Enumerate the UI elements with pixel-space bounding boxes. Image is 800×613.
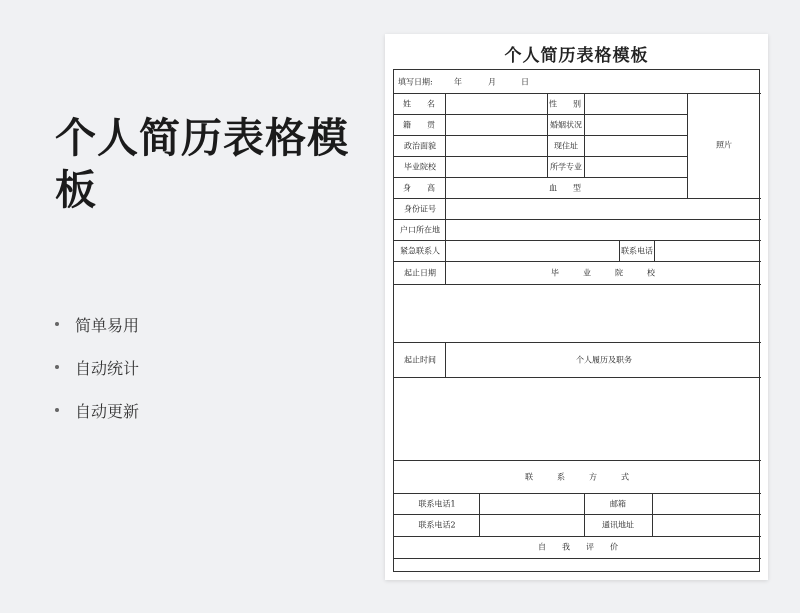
col-divider xyxy=(445,342,446,377)
col-divider xyxy=(619,240,620,261)
label-work-history: 个人履历及职务 xyxy=(576,355,632,365)
fill-date-day: 日 xyxy=(521,77,529,87)
col-divider xyxy=(652,493,653,536)
resume-form-table xyxy=(393,69,760,572)
label-gender: 性别 xyxy=(549,99,597,109)
col-divider xyxy=(445,93,446,261)
promo-title: 个人简历表格模板 xyxy=(55,114,349,214)
bullet-icon xyxy=(55,322,59,326)
feature-list xyxy=(55,313,139,442)
row-divider xyxy=(394,240,761,241)
row-divider xyxy=(394,156,687,157)
bullet-icon xyxy=(55,365,59,369)
row-divider xyxy=(394,177,687,178)
label-name: 姓名 xyxy=(403,99,451,109)
label-contact-phone: 联系电话 xyxy=(621,246,653,256)
label-edu-period: 起止日期 xyxy=(404,268,436,278)
row-divider xyxy=(394,342,761,343)
label-mail-address: 通讯地址 xyxy=(602,520,634,530)
label-origin: 籍贯 xyxy=(403,120,451,130)
label-major: 所学专业 xyxy=(550,162,582,172)
feature-item xyxy=(55,399,139,421)
row-divider xyxy=(394,261,761,262)
label-id-number: 身份证号 xyxy=(404,204,436,214)
feature-item xyxy=(55,313,139,335)
label-emergency-contact: 紧急联系人 xyxy=(400,246,440,256)
label-work-period: 起止时间 xyxy=(404,355,436,365)
row-divider xyxy=(394,514,761,515)
row-divider xyxy=(394,219,761,220)
row-divider xyxy=(394,93,761,94)
row-divider xyxy=(394,460,761,461)
document-title: 个人简历表格模板 xyxy=(504,46,649,66)
feature-label: 自动统计 xyxy=(75,358,140,378)
row-divider xyxy=(394,493,761,494)
col-divider xyxy=(654,240,655,261)
label-email: 邮箱 xyxy=(610,499,626,509)
row-divider xyxy=(394,377,761,378)
row-divider xyxy=(394,558,761,559)
bullet-icon xyxy=(55,408,59,412)
label-contact-section: 联系方式 xyxy=(525,472,653,482)
label-political: 政治面貌 xyxy=(404,141,436,151)
row-divider xyxy=(394,198,761,199)
label-address: 现住址 xyxy=(554,141,578,151)
fill-date-year: 年 xyxy=(454,77,462,87)
label-hukou: 户口所在地 xyxy=(400,225,440,235)
col-divider xyxy=(445,261,446,284)
row-divider xyxy=(394,284,761,285)
col-divider xyxy=(479,493,480,536)
label-edu-school: 毕业院校 xyxy=(551,268,679,278)
photo-placeholder: 照片 xyxy=(716,140,732,150)
row-divider xyxy=(394,135,687,136)
label-phone2: 联系电话2 xyxy=(418,520,456,530)
row-divider xyxy=(394,114,687,115)
label-blood: 血型 xyxy=(549,183,597,193)
col-divider xyxy=(547,93,548,177)
col-divider xyxy=(584,493,585,536)
resume-document-preview xyxy=(385,34,768,580)
feature-label: 自动更新 xyxy=(75,401,140,421)
feature-label: 简单易用 xyxy=(75,315,140,335)
label-height: 身高 xyxy=(403,183,451,193)
col-divider xyxy=(687,93,688,198)
fill-date-month: 月 xyxy=(488,77,496,87)
label-self-eval: 自我评价 xyxy=(538,542,634,552)
label-phone1: 联系电话1 xyxy=(418,499,456,509)
fill-date-label: 填写日期: xyxy=(398,77,433,87)
label-marital: 婚姻状况 xyxy=(550,120,582,130)
row-divider xyxy=(394,536,761,537)
label-school: 毕业院校 xyxy=(404,162,436,172)
feature-item xyxy=(55,356,139,378)
